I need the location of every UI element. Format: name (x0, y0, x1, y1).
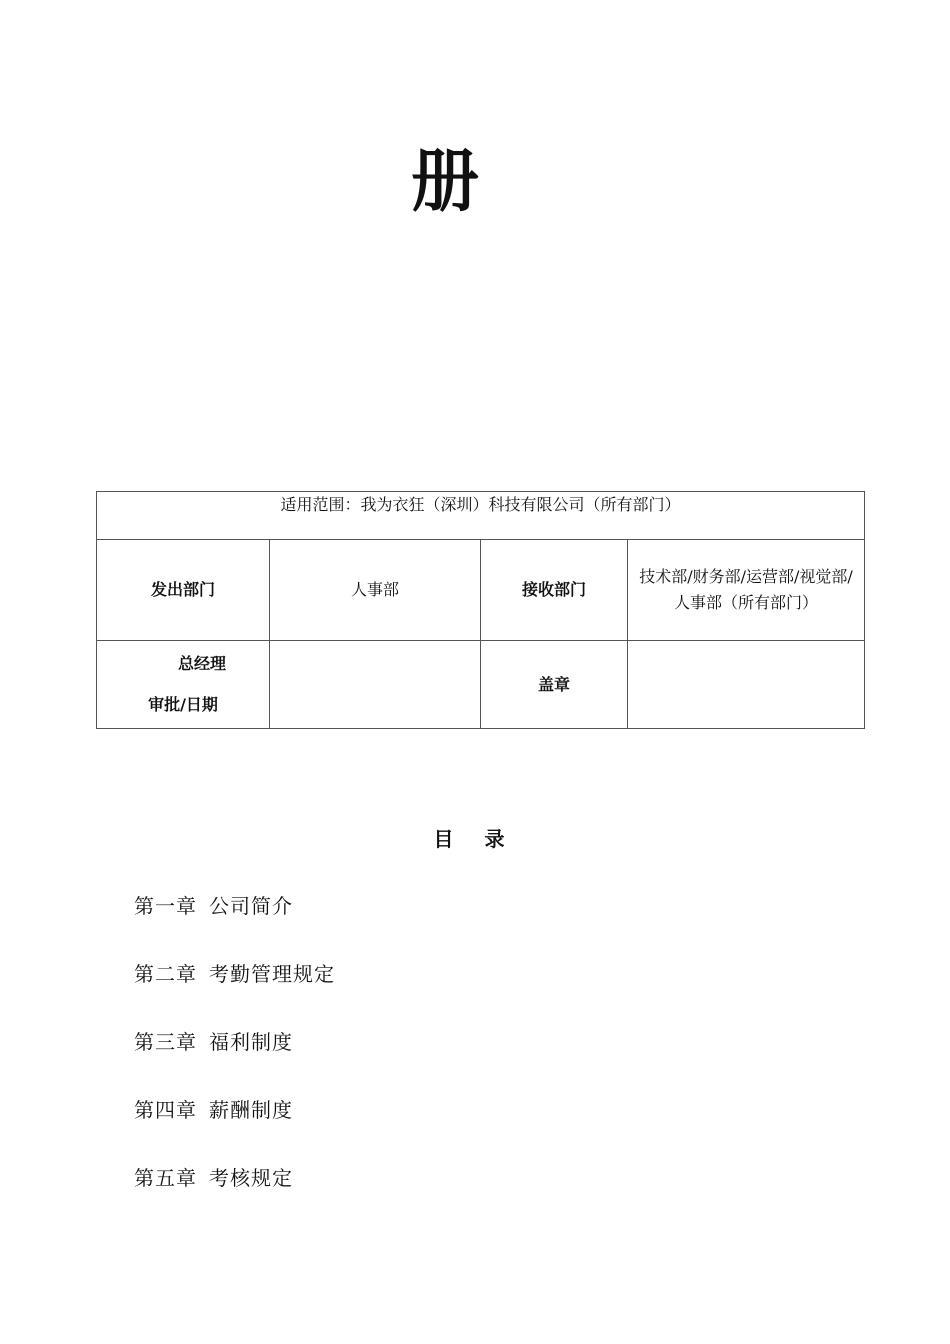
toc-item (134, 1095, 335, 1163)
seal-value-cell (628, 641, 865, 729)
issuing-dept-label: 发出部门 (97, 540, 270, 641)
approval-label-manager: 总经理 (177, 654, 226, 673)
toc-item-title: 考核规定 (209, 1166, 293, 1190)
toc-item (134, 959, 335, 1027)
seal-label: 盖章 (481, 641, 628, 729)
receiving-dept-value: 技术部/财务部/运营部/视觉部/人事部（所有部门） (628, 540, 865, 641)
approval-row (97, 641, 865, 729)
toc-item-number: 第四章 (134, 1098, 197, 1122)
toc-item-title: 薪酬制度 (209, 1098, 293, 1122)
toc-item-number: 第三章 (134, 1030, 197, 1054)
receiving-dept-label: 接收部门 (481, 540, 628, 641)
approval-label-date: 审批/日期 (148, 695, 218, 714)
issuing-dept-value: 人事部 (270, 540, 481, 641)
toc-item-title: 考勤管理规定 (209, 962, 335, 986)
approval-label-cell (97, 641, 270, 729)
toc-item-number: 第五章 (134, 1166, 197, 1190)
toc-item-title: 公司简介 (209, 894, 293, 918)
toc-item-title: 福利制度 (209, 1030, 293, 1054)
toc-item-number: 第一章 (134, 894, 197, 918)
toc-item (134, 1163, 335, 1231)
department-row (97, 540, 865, 641)
scope-cell: 适用范围：我为衣狂（深圳）科技有限公司（所有部门） (97, 492, 865, 540)
scope-row (97, 492, 865, 540)
document-title: 册 (410, 142, 479, 222)
approval-value-cell (270, 641, 481, 729)
toc-heading: 目 录 (433, 827, 517, 851)
toc-list (134, 891, 335, 1231)
distribution-info-table (96, 491, 865, 729)
toc-item-number: 第二章 (134, 962, 197, 986)
toc-item (134, 1027, 335, 1095)
toc-item (134, 891, 335, 959)
